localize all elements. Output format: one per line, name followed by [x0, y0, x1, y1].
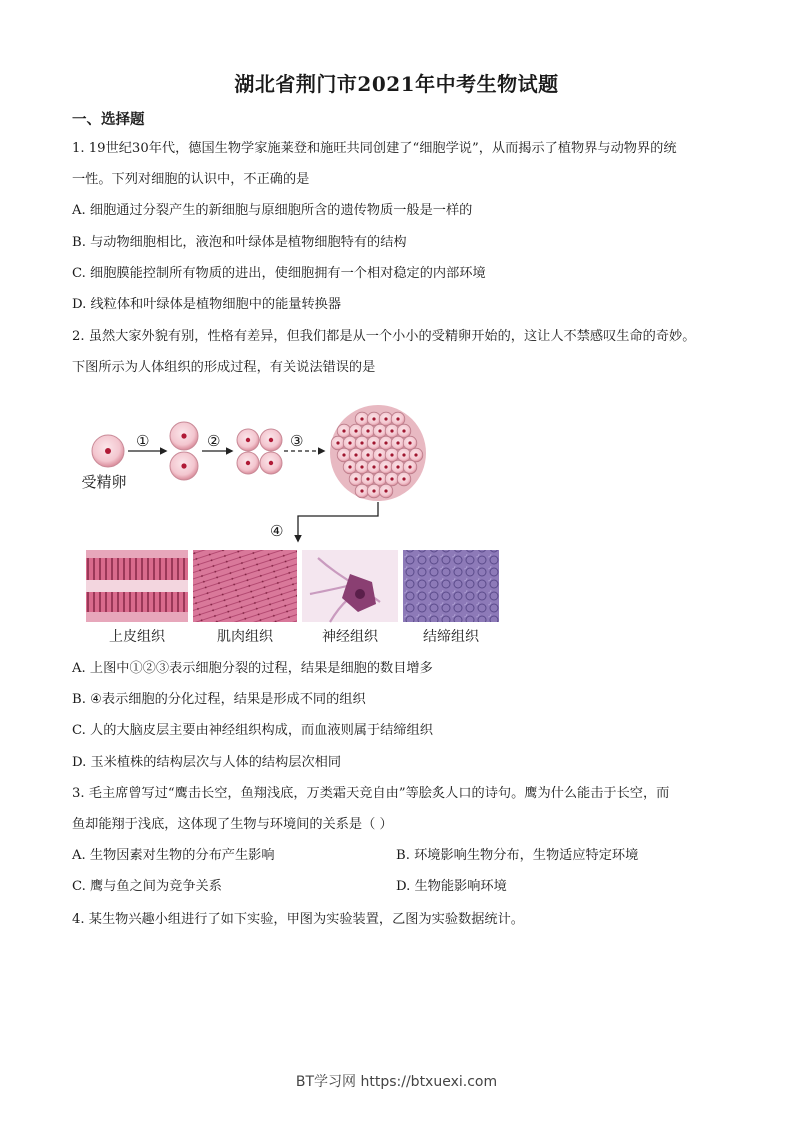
tissue-formation-figure: [80, 398, 520, 650]
mass-cell-nucleus: [372, 417, 375, 420]
page-title: 湖北省荆门市2021年中考生物试题: [234, 72, 559, 96]
mass-cell-nucleus: [378, 477, 381, 480]
mass-cell-nucleus: [366, 453, 369, 456]
mass-cell-nucleus: [408, 441, 411, 444]
q2-option-d: D. 玉米植株的结构层次与人体的结构层次相同: [72, 755, 342, 770]
mass-cell-nucleus: [342, 453, 345, 456]
mass-cell-nucleus: [354, 477, 357, 480]
connective-tissue-image: [403, 550, 499, 622]
mass-cell-nucleus: [348, 465, 351, 468]
arrow-step4: [298, 502, 378, 541]
mass-cell-nucleus: [360, 441, 363, 444]
four-cell-stage: [237, 429, 282, 474]
epithelial-tissue-image: [86, 550, 188, 622]
q1-stem-line1: 1. 19世纪30年代，德国生物学家施莱登和施旺共同创建了“细胞学说”，从而揭示了植物界与动物界的统: [72, 141, 677, 156]
mass-cell-nucleus: [360, 489, 363, 492]
mass-cell-nucleus: [414, 453, 417, 456]
q2-option-a: A. 上图中①②③表示细胞分裂的过程，结果是细胞的数目增多: [72, 661, 433, 676]
tissue-label-muscle: 肌肉组织: [217, 629, 273, 645]
mass-cell-nucleus: [396, 465, 399, 468]
mass-cell-nucleus: [402, 429, 405, 432]
footer-watermark: BT学习网 https://btxuexi.com: [295, 1074, 498, 1090]
mass-cell-nucleus: [354, 453, 357, 456]
q2-option-c: C. 人的大脑皮层主要由神经组织构成，而血液则属于结缔组织: [72, 723, 433, 738]
mass-cell-nucleus: [378, 453, 381, 456]
two-cell-stage: [170, 422, 198, 480]
q2-stem-line1: 2. 虽然大家外貌有别，性格有差异，但我们都是从一个小小的受精卵开始的，这让人不禁感叹生命的奇妙。: [72, 329, 696, 344]
q1-option-d: D. 线粒体和叶绿体是植物细胞中的能量转换器: [72, 297, 342, 312]
q3-option-b: B. 环境影响生物分布，生物适应特定环境: [396, 848, 639, 863]
q3-option-d: D. 生物能影响环境: [396, 879, 507, 894]
mass-cell-nucleus: [372, 441, 375, 444]
step1-label: ①: [136, 432, 150, 450]
zygote-label: 受精卵: [81, 473, 127, 491]
tissue-label-epithelial: 上皮组织: [109, 629, 165, 645]
mass-cell-nucleus: [384, 441, 387, 444]
q3-stem-line2: 鱼却能翔于浅底，这体现了生物与环境间的关系是（ ）: [72, 817, 393, 832]
q3-option-c: C. 鹰与鱼之间为竞争关系: [72, 879, 222, 894]
mass-cell-nucleus: [390, 477, 393, 480]
mass-cell-nucleus: [354, 429, 357, 432]
q1-option-c: C. 细胞膜能控制所有物质的进出，使细胞拥有一个相对稳定的内部环境: [72, 266, 486, 281]
mass-cell-nucleus: [384, 417, 387, 420]
mass-cell-nucleus: [348, 441, 351, 444]
mass-cell-nucleus: [336, 441, 339, 444]
mass-cell-nucleus: [372, 465, 375, 468]
mass-cell-nucleus: [390, 429, 393, 432]
q4-stem-line1: 4. 某生物兴趣小组进行了如下实验，甲图为实验装置，乙图为实验数据统计。: [72, 912, 524, 927]
mass-cell-nucleus: [396, 441, 399, 444]
section-heading: 一、选择题: [72, 111, 145, 128]
tissue-label-nervous: 神经组织: [322, 629, 378, 645]
mass-cell-nucleus: [366, 477, 369, 480]
mass-cell-nucleus: [342, 429, 345, 432]
nervous-tissue-image: [302, 550, 398, 622]
q1-option-a: A. 细胞通过分裂产生的新细胞与原细胞所含的遗传物质一般是一样的: [72, 203, 473, 218]
zygote-cell: [92, 435, 124, 467]
tissue-label-connective: 结缔组织: [423, 629, 479, 645]
step3-label: ③: [290, 432, 304, 450]
mass-cell-nucleus: [372, 489, 375, 492]
q1-stem-line2: 一性。下列对细胞的认识中，不正确的是: [72, 172, 310, 187]
muscle-tissue-image: [193, 550, 297, 622]
q2-option-b: B. ④表示细胞的分化过程，结果是形成不同的组织: [72, 692, 366, 707]
q3-stem-line1: 3. 毛主席曾写过“鹰击长空，鱼翔浅底，万类霜天竞自由”等脍炙人口的诗句。鹰为什么能击于长空，而: [72, 786, 670, 801]
q2-stem-line2: 下图所示为人体组织的形成过程，有关说法错误的是: [72, 360, 376, 375]
mass-cell-nucleus: [384, 465, 387, 468]
mass-cell-nucleus: [402, 453, 405, 456]
mass-cell-nucleus: [366, 429, 369, 432]
mass-cell-nucleus: [408, 465, 411, 468]
mass-cell-nucleus: [384, 489, 387, 492]
step2-label: ②: [207, 432, 221, 450]
mass-cell-nucleus: [402, 477, 405, 480]
step4-label: ④: [270, 522, 284, 540]
mass-cell-nucleus: [360, 465, 363, 468]
q3-option-a: A. 生物因素对生物的分布产生影响: [72, 848, 275, 863]
q1-option-b: B. 与动物细胞相比，液泡和叶绿体是植物细胞特有的结构: [72, 235, 407, 250]
mass-cell-nucleus: [396, 417, 399, 420]
mass-cell-nucleus: [390, 453, 393, 456]
mass-cell-nucleus: [378, 429, 381, 432]
mass-cell-nucleus: [360, 417, 363, 420]
cell-mass: [330, 405, 426, 501]
